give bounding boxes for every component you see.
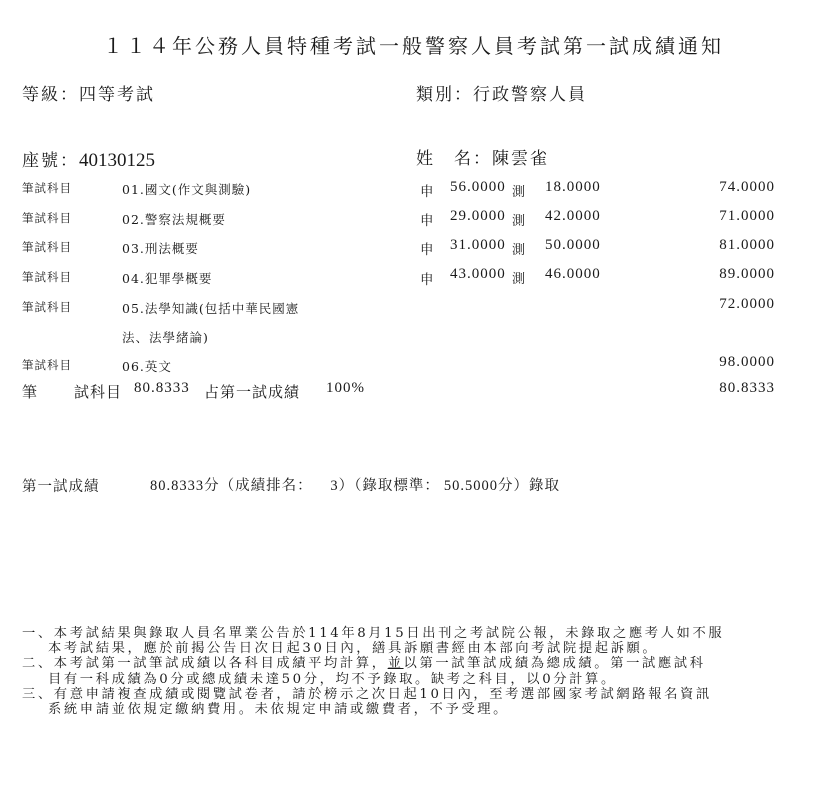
subject-name: 03.刑法概要 (122, 241, 199, 256)
seat-number-label: 座號： (22, 151, 79, 171)
exam-level-value: 四等考試 (79, 85, 155, 105)
cutoff-label: （錄取標準： (354, 478, 440, 494)
note-2-continued (22, 672, 812, 687)
exam-level (22, 80, 155, 105)
exam-category-label: 類別： (416, 85, 473, 105)
note-1 (22, 626, 812, 641)
essay-score: 56.0000 (450, 179, 506, 195)
test-label: 測 (512, 243, 526, 258)
candidate-name (416, 144, 549, 169)
test-score: 18.0000 (545, 179, 601, 195)
note-text: 本考試結果與錄取人員名單業公告於114年8月15日出刊之考試院公報，未錄取之應考人如不服 (53, 626, 725, 641)
subject-name: 02.警察法規概要 (122, 212, 226, 227)
essay-label: 申 (420, 272, 434, 288)
subject-name-continued: 法、法學緒論) (122, 330, 209, 345)
test-score: 42.0000 (545, 208, 601, 224)
notes-section (22, 626, 812, 717)
note-text: 本考試第一試筆試成績以各科目成績平均計算， (53, 656, 388, 672)
subject-total: 89.0000 (719, 266, 775, 282)
note-2 (22, 656, 812, 671)
test-score: 50.0000 (545, 237, 601, 253)
essay-label: 申 (420, 213, 434, 229)
subject-name: 06.英文 (122, 359, 172, 374)
rank-close: ） (338, 478, 355, 494)
summary-label-2: 試科目 (74, 383, 123, 401)
essay-label: 申 (420, 184, 434, 200)
exam-category (416, 80, 587, 105)
subject-name: 05.法學知識(包括中華民國憲 (122, 301, 300, 316)
essay-score: 31.0000 (450, 237, 506, 253)
rank-value: 3 (330, 478, 339, 494)
essay-label: 申 (420, 242, 434, 258)
exam-level-label: 等級： (22, 85, 79, 105)
subject-name: 04.犯罪學概要 (122, 271, 213, 286)
subject-name: 01.國文(作文與測驗) (122, 182, 252, 197)
note-text: 有意申請複查成績或閱覽試卷者，請於榜示之次日起10日內，至考選部國家考試網路報名資訊 (53, 686, 712, 702)
subject-row-label: 筆試科目 (22, 211, 72, 225)
note-marker: 二、 (22, 656, 54, 672)
essay-score: 43.0000 (450, 266, 506, 282)
note-1-continued (22, 641, 812, 656)
note-text: 系統申請並依規定繳納費用。未依規定申請或繳費者，不予受理。 (48, 702, 510, 718)
test-label: 測 (512, 214, 526, 229)
essay-score: 29.0000 (450, 208, 506, 224)
cutoff-unit: 分） (498, 478, 529, 494)
first-stage-score: 80.8333 (150, 478, 205, 494)
admission-result: 錄取 (529, 478, 560, 494)
page-title: １１４年公務人員特種考試一般警察人員考試第一試成績通知 (103, 34, 724, 58)
note-text: 以第一試筆試成績為總成績。第一試應試科 (403, 656, 706, 672)
note-text: 本考試結果，應於前揭公告日次日起30日內，繕具訴願書經由本部向考試院提起訴願。 (48, 641, 659, 657)
candidate-name-value: 陳雲雀 (492, 149, 549, 169)
test-label: 測 (512, 185, 526, 200)
summary-average: 80.8333 (134, 380, 190, 396)
subject-total: 72.0000 (719, 296, 775, 312)
subject-total: 98.0000 (719, 354, 775, 370)
summary-label-1: 筆 (22, 383, 39, 401)
seat-number-value: 40130125 (79, 150, 155, 171)
rank-label: （成績排名： (219, 478, 313, 494)
subject-row-label: 筆試科目 (22, 358, 72, 372)
subject-row-label: 筆試科目 (22, 181, 72, 195)
summary-weight: 100% (326, 380, 365, 396)
first-stage-label: 第一試成績 (22, 479, 100, 495)
test-label: 測 (512, 272, 526, 287)
summary-total: 80.8333 (719, 380, 775, 396)
note-text: 目有一科成績為0分或總成績未達50分，均不予錄取。缺考之科目，以0分計算。 (48, 671, 617, 687)
summary-weight-label: 占第一試成績 (204, 383, 301, 401)
note-3 (22, 687, 812, 702)
subject-row-label: 筆試科目 (22, 300, 72, 314)
subject-total: 81.0000 (719, 237, 775, 253)
subject-row-label: 筆試科目 (22, 270, 72, 284)
note-marker: 三、 (22, 686, 54, 702)
note-text-underlined: 並 (387, 656, 404, 672)
cutoff-value: 50.5000 (443, 478, 498, 494)
subject-row-label: 筆試科目 (22, 240, 72, 254)
candidate-name-label: 姓 名： (416, 149, 492, 169)
seat-number (22, 146, 155, 172)
exam-category-value: 行政警察人員 (473, 85, 587, 105)
note-3-continued (22, 702, 812, 717)
first-stage-result (150, 474, 560, 495)
subject-total: 71.0000 (719, 208, 775, 224)
subject-total: 74.0000 (719, 179, 775, 195)
first-stage-unit: 分 (204, 478, 220, 494)
test-score: 46.0000 (545, 266, 601, 282)
note-marker: 一、 (22, 626, 54, 641)
